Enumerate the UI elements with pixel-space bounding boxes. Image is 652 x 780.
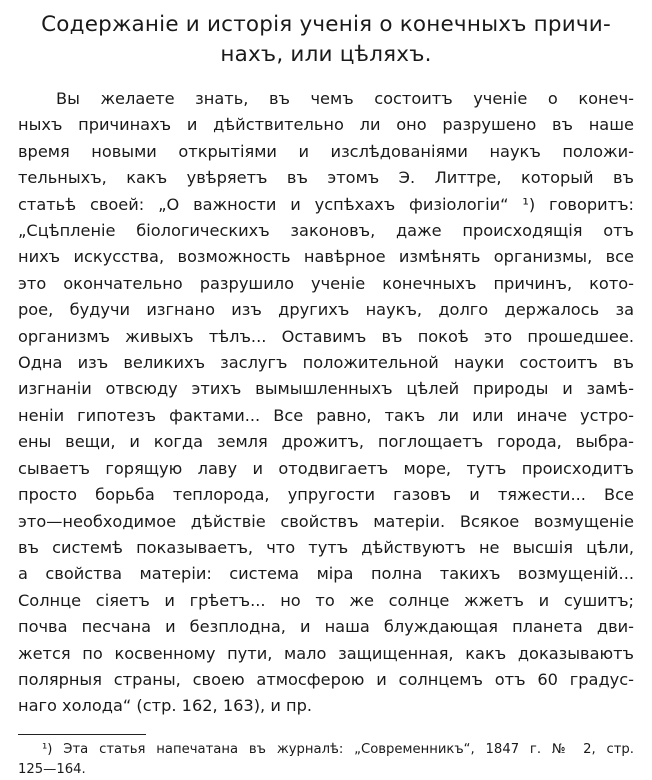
text-line: наго холода“ (стр. 162, 163), и пр. <box>18 696 313 716</box>
footnote-line: 125—164. <box>18 761 86 777</box>
text-line: жется по косвенному пути, мало защищенная, какъ доказываютъ <box>18 643 634 663</box>
text-line: ены вещи, и когда земля дрожитъ, поглощаетъ города, выбра- <box>18 432 634 452</box>
text-line: организмъ живыхъ тѣлъ... Оставимъ въ покоѣ это прошедшее. <box>18 326 634 346</box>
text-line: тельныхъ, какъ увѣряетъ въ этомъ Э. Литтре, который въ <box>18 168 634 188</box>
text-line: почва песчана и безплодна, и наша блуждающая планета дви- <box>18 617 634 637</box>
text-line: полярныя страны, своею атмосферою и солнцемъ отъ 60 градус- <box>18 669 634 689</box>
text-line: „Сцѣпленіе біологическихъ законовъ, даже происходящія отъ <box>18 221 634 241</box>
text-line: это окончательно разрушило ученіе конечныхъ причинъ, кото- <box>18 273 634 293</box>
text-line: время новыми открытіями и изслѣдованіями наукъ положи- <box>18 141 634 161</box>
title-line: нахъ, или цѣляхъ. <box>220 42 432 67</box>
footnote <box>18 740 634 780</box>
body-paragraph <box>18 86 634 720</box>
text-line: рое, будучи изгнано изъ другихъ наукъ, долго держалось за <box>18 300 634 320</box>
footnote-line: ¹) Эта статья напечатана въ журналѣ: „Современникъ“, 1847 г. № 2, стр. <box>42 741 634 757</box>
text-line: нихъ искусства, возможность навѣрное измѣнять организмы, все <box>18 247 634 267</box>
text-line: просто борьба теплорода, упругости газовъ и тяжести... Все <box>18 485 634 505</box>
title-line: Содержаніе и исторія ученія о конечныхъ причи- <box>41 12 611 37</box>
text-line: ныхъ причинахъ и дѣйствительно ли оно разрушено въ наше <box>18 115 634 135</box>
text-line: въ системѣ показываетъ, что тутъ дѣйствуютъ не высшія цѣли, <box>18 537 634 557</box>
text-line: статьѣ своей: „О важности и успѣхахъ физіологіи“ ¹) говоритъ: <box>18 194 634 214</box>
text-line: Вы желаете знать, въ чемъ состоитъ ученіе о конеч- <box>56 89 634 108</box>
text-line: Одна изъ великихъ заслугъ положительной науки состоитъ въ <box>18 353 634 373</box>
chapter-title <box>18 10 634 70</box>
text-line: это—необходимое дѣйствіе свойствъ матеріи. Всякое возмущеніе <box>18 511 634 531</box>
text-line: сываетъ горящую лаву и отодвигаетъ море, тутъ происходитъ <box>18 458 634 478</box>
text-line: изгнаніи отвсюду этихъ вымышленныхъ цѣлей природы и замѣ- <box>18 379 634 399</box>
footnote-divider <box>18 734 146 735</box>
text-line: неніи гипотезъ фактами... Все равно, такъ ли или иначе устро- <box>18 405 634 425</box>
text-line: а свойства матеріи: система міра полна такихъ возмущеній... <box>18 564 634 584</box>
text-line: Солнце сіяетъ и грѣетъ... но то же солнце жжетъ и сушитъ; <box>18 590 634 610</box>
